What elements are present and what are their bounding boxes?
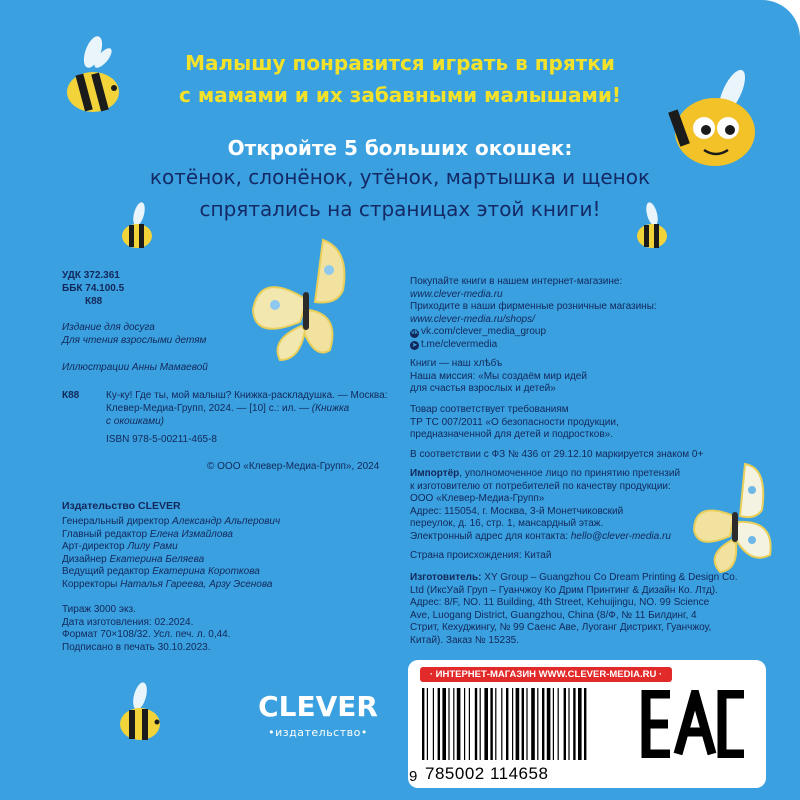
barcode-bar: [457, 688, 461, 760]
telegram-link[interactable]: ➤ t.me/clevermedia: [411, 338, 498, 350]
manufacturer-line-4: Ave, Luogang District, Guangzhou, China (8/Ф, № 11 Билдинг, 4: [410, 609, 697, 621]
staff-row: Генеральный директор Александр Альперович: [62, 516, 281, 527]
barcode-bar: [578, 688, 582, 760]
barcode-bar: [573, 688, 575, 760]
author-mark-label: К88: [62, 390, 80, 401]
manufacturer-line-1: Изготовитель: XY Group – Guangzhou Co Dream Printing & Design Co.: [410, 572, 738, 583]
manufacturer-line-2: Ltd (ИксУай Груп – Гуанчжоу Ко Дрим Принтинг & Дизайн Ко. Лтд).: [410, 584, 718, 596]
importer-line-5: переулок, д. 16, стр. 1, мансардный этаж.: [410, 518, 604, 529]
barcode-bar: [469, 688, 470, 760]
staff-row: Корректоры Наталья Гареева, Арзу Эсенова: [62, 578, 273, 590]
barcode-bar: [558, 688, 559, 760]
vk-link[interactable]: vk vk.com/clever_media_group: [411, 326, 547, 337]
barcode-bar: [422, 688, 424, 760]
staff-row: Арт-директор Лилу Рами: [62, 541, 178, 552]
barcode-bar: [568, 688, 569, 760]
edition-purpose: Издание для досуга: [62, 322, 155, 333]
copyright: © ООО «Клевер-Медиа-Групп», 2024: [207, 461, 380, 472]
barcode-bar: [522, 688, 524, 760]
bee-illustration-top-left: [58, 30, 128, 120]
telegram-icon: ➤: [411, 341, 418, 349]
stores-url[interactable]: www.clever-media.ru/shops/: [410, 313, 535, 325]
barcode-bar: [448, 688, 449, 760]
barcode-bars: [420, 688, 625, 760]
barcode-bar: [438, 688, 440, 760]
country-of-origin: Страна происхождения: Китай: [410, 550, 552, 561]
barcode-bar: [433, 688, 434, 760]
barcode-bar: [475, 688, 477, 760]
barcode-bar: [480, 688, 481, 760]
barcode-bar: [537, 688, 538, 760]
udk-code: УДК 372.361: [62, 270, 120, 281]
barcode-bar: [564, 688, 566, 760]
book-format: Формат 70×108/32. Усл. печ. л. 0,44.: [62, 629, 231, 640]
staff-row: Главный редактор Елена Измайлова: [62, 528, 233, 540]
compliance-line-1: Товар соответствует требованиям: [410, 404, 569, 415]
stores-invite: Приходите в наши фирменные розничные магазины:: [410, 301, 657, 312]
publisher-name: Издательство CLEVER: [62, 500, 181, 512]
animals-line-2: спрятались на страницах этой книги!: [199, 197, 601, 221]
shop-url[interactable]: www.clever-media.ru: [410, 288, 503, 300]
bbk-code: ББК 74.100.5: [62, 283, 125, 294]
barcode-bar: [464, 688, 465, 760]
bee-illustration-small-left: [115, 200, 165, 255]
manufacture-date: Дата изготовления: 02.2024.: [62, 616, 194, 628]
vk-icon: vk: [411, 330, 418, 336]
barcode-bar: [516, 688, 520, 760]
svg-text:•издательство•: •издательство•: [268, 726, 368, 739]
signed-to-print: Подписано в печать 30.10.2023.: [62, 641, 211, 653]
barcode-bar: [584, 688, 586, 760]
barcode-bar: [531, 688, 535, 760]
animals-line-1: котёнок, слонёнок, утёнок, мартышка и щенок: [149, 165, 651, 189]
headline-line-1: Малышу понравится играть в прятки: [185, 51, 615, 75]
illustrations-credit: Иллюстрации Анны Мамаевой: [62, 362, 208, 373]
barcode-bar: [501, 688, 502, 760]
bee-illustration-bottom-left: [112, 680, 172, 750]
print-run: Тираж 3000 экз.: [62, 604, 136, 615]
compliance-line-3: предназначенной для детей и подростков».: [410, 429, 613, 440]
shop-banner[interactable]: · ИНТЕРНЕТ-МАГАЗИН WWW.CLEVER-MEDIA.RU ·: [420, 667, 672, 682]
butterfly-illustration-center: [245, 230, 355, 365]
compliance-line-2: ТР ТС 007/2011 «О безопасности продукции,: [410, 416, 619, 428]
importer-line-3: ООО «Клевер-Медиа-Групп»: [410, 493, 545, 504]
barcode-bar: [512, 688, 513, 760]
age-rating-note: В соответствии с ФЗ № 436 от 29.12.10 маркируется знаком 0+: [410, 449, 704, 460]
barcode-bar: [542, 688, 544, 760]
author-mark: К88: [85, 296, 103, 307]
svg-text:CLEVER: CLEVER: [258, 690, 378, 723]
barcode-bar: [427, 688, 428, 760]
book-description-line-1: Ку-ку! Где ты, мой малыш? Книжка-раскладушка. — Москва:: [106, 390, 388, 401]
shop-invite: Покупайте книги в нашем интернет-магазине:: [410, 276, 623, 287]
bee-illustration-small-right: [628, 200, 678, 255]
importer-line-4: Адрес: 115054, г. Москва, 3-й Монетчиковский: [410, 505, 624, 517]
slogan: Книги — наш хлѣбъ: [410, 358, 503, 369]
isbn: ISBN 978-5-00211-465-8: [106, 434, 217, 445]
book-description-line-2: Клевер-Медиа-Групп, 2024. — [10] с.: ил. — (Книжка: [106, 403, 350, 414]
manufacturer-line-3: Адрес: 8/F, NO. 11 Building, 4th Street, Kehuijingu, NO. 99 Science: [410, 597, 710, 608]
importer-line-2: к изготовителю от потребителей по качеству продукции:: [410, 480, 671, 492]
barcode-bar: [547, 688, 551, 760]
butterfly-illustration-right: [690, 460, 790, 580]
barcode-bar: [453, 688, 454, 760]
barcode-bar: [490, 688, 492, 760]
barcode-bar: [553, 688, 554, 760]
reading-purpose: Для чтения взрослыми детям: [62, 335, 207, 346]
mission-line-2: для счастья взрослых и детей»: [410, 383, 556, 394]
importer-line-1: Импортёр, уполномоченное лицо по принятию претензий: [410, 468, 681, 479]
barcode-bar: [506, 688, 508, 760]
barcode-bar: [484, 688, 488, 760]
bee-face-illustration: [660, 70, 770, 170]
barcode-bar: [442, 688, 446, 760]
importer-email: Электронный адрес для контакта: hello@clever-media.ru: [410, 530, 671, 542]
barcode-first-digit: 9: [409, 768, 418, 785]
barcode-number: 785002 114658: [425, 764, 549, 783]
staff-row: Дизайнер Екатерина Беляева: [62, 553, 205, 565]
book-description-line-3: с окошками): [106, 416, 164, 427]
eac-mark-icon: [640, 690, 750, 758]
mission-line-1: Наша миссия: «Мы создаём мир идей: [410, 370, 587, 382]
headline-line-2: с мамами и их забавными малышами!: [179, 83, 621, 107]
manufacturer-line-6: Китай). Заказ № 15235.: [410, 634, 520, 646]
barcode-bar: [526, 688, 527, 760]
manufacturer-line-5: Стрит, Кехуджингу, № 99 Саенс Аве, Луоганг Дистрикт, Гуанчжоу,: [410, 622, 712, 633]
subheadline: Откройте 5 больших окошек:: [227, 136, 573, 160]
staff-row: Ведущий редактор Екатерина Короткова: [62, 566, 260, 577]
clever-logo: [248, 686, 388, 742]
barcode-bar: [495, 688, 496, 760]
